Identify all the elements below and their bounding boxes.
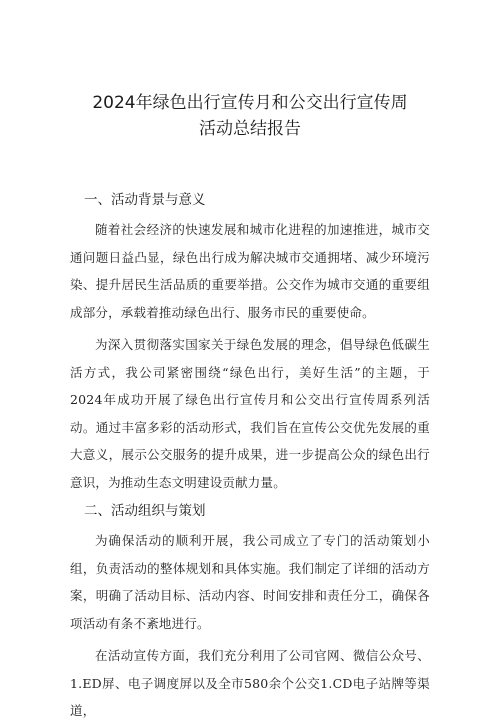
title-line-1: 2024年绿色出行宣传月和公交出行宣传周 xyxy=(92,93,408,113)
section-heading: 一、活动背景与意义 xyxy=(84,192,206,208)
title-line-2: 活动总结报告 xyxy=(199,119,301,139)
section-background xyxy=(70,190,430,496)
paragraph: 随着社会经济的快速发展和城市化进程的加速推进，城市交通问题日益凸显，绿色出行成为解决城市交通拥堵、减少环境污染、提升居民生活品质的重要举措。公交作为城市交通的重要组成部分，承载着推动绿色出行、服务市民的重要使命。 xyxy=(70,222,430,320)
paragraph: 为确保活动的顺利开展，我公司成立了专门的活动策划小组，负责活动的整体规划和具体实施。我们制定了详细的活动方案，明确了活动目标、活动内容、时间安排和责任分工，确保各项活动有条不紊地进行。 xyxy=(70,533,430,631)
document-title xyxy=(70,90,430,142)
paragraph: 在活动宣传方面，我们充分利用了公司官网、微信公众号、1.ED屏、电子调度屏以及全市580余个公交1.CD电子站牌等渠道， xyxy=(70,648,430,718)
section-organization xyxy=(70,501,430,725)
paragraph: 为深入贯彻落实国家关于绿色发展的理念，倡导绿色低碳生活方式，我公司紧密围绕“绿色出行，美好生活”的主题，于2024年成功开展了绿色出行宣传月和公交出行宣传周系列活动。通过丰富多彩的活动形式，我们旨在宣传公交优先发展的重大意义，展示公交服务的提升成果，进一步提高公众的绿色出行意识，为推动生态文明建设贡献力量。 xyxy=(70,337,430,490)
section-heading: 二、活动组织与策划 xyxy=(84,503,206,519)
